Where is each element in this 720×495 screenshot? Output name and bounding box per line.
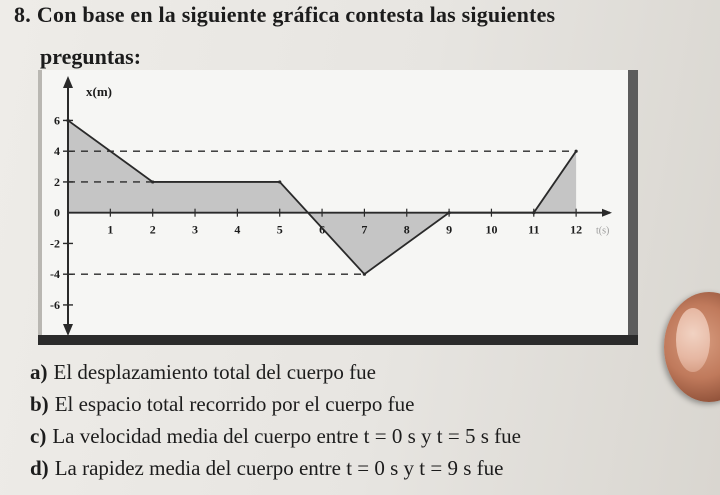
y-axis-label: x(m) [86, 84, 112, 99]
x-tick-label: 9 [446, 222, 453, 237]
y-tick-label: 4 [54, 144, 60, 159]
data-point [151, 180, 154, 183]
item-label: b) [30, 392, 49, 416]
y-tick-label: 6 [54, 113, 60, 128]
thumb-nail [676, 308, 710, 372]
frame-left-edge [38, 70, 42, 345]
data-point [575, 150, 578, 153]
data-point [363, 273, 366, 276]
data-point [532, 211, 535, 214]
data-point [278, 180, 281, 183]
frame-right-edge [628, 70, 638, 345]
position-time-graph [38, 70, 638, 345]
chart-svg [38, 70, 638, 345]
question-item-a [30, 356, 521, 388]
x-tick-label: 7 [361, 222, 368, 237]
question-title-text: Con base en la siguiente gráfica contesta las siguientes [36, 2, 556, 27]
frame-bottom-edge [38, 335, 638, 345]
x-tick-label: 12 [570, 222, 583, 237]
data-point [66, 119, 69, 122]
item-text: La rapidez media del cuerpo entre t = 0 s y t = 9 s fue [54, 456, 504, 480]
x-tick-label: 2 [149, 222, 156, 237]
x-tick-label: 1 [107, 222, 114, 237]
x-tick-label: 10 [485, 222, 498, 237]
y-tick-label: 2 [54, 174, 60, 189]
item-text: La velocidad media del cuerpo entre t = 0 s y t = 5 s fue [52, 424, 521, 448]
item-label: a) [30, 360, 48, 384]
item-label: c) [30, 424, 47, 448]
x-tick-label: 3 [192, 222, 199, 237]
question-title-continuation: preguntas: [40, 44, 142, 69]
question-item-c [30, 420, 521, 452]
item-text: El espacio total recorrido por el cuerpo fue [54, 392, 415, 416]
question-item-b [30, 388, 521, 420]
y-tick-label: 0 [54, 205, 60, 220]
x-tick-label: 6 [319, 222, 326, 237]
question-items [30, 356, 521, 484]
x-tick-label: 11 [528, 222, 540, 237]
item-label: d) [30, 456, 49, 480]
x-tick-label: 8 [403, 222, 410, 237]
x-tick-label: 4 [234, 222, 241, 237]
data-point [447, 211, 450, 214]
item-text: El desplazamiento total del cuerpo fue [53, 360, 376, 384]
y-tick-label: -2 [50, 236, 60, 251]
x-axis-label: t(s) [596, 225, 610, 237]
question-number: 8. [14, 2, 31, 27]
y-tick-label: -4 [50, 267, 60, 282]
question-item-d [30, 452, 521, 484]
y-tick-label: -6 [50, 297, 60, 312]
x-tick-label: 5 [276, 222, 283, 237]
question-title [14, 2, 555, 28]
